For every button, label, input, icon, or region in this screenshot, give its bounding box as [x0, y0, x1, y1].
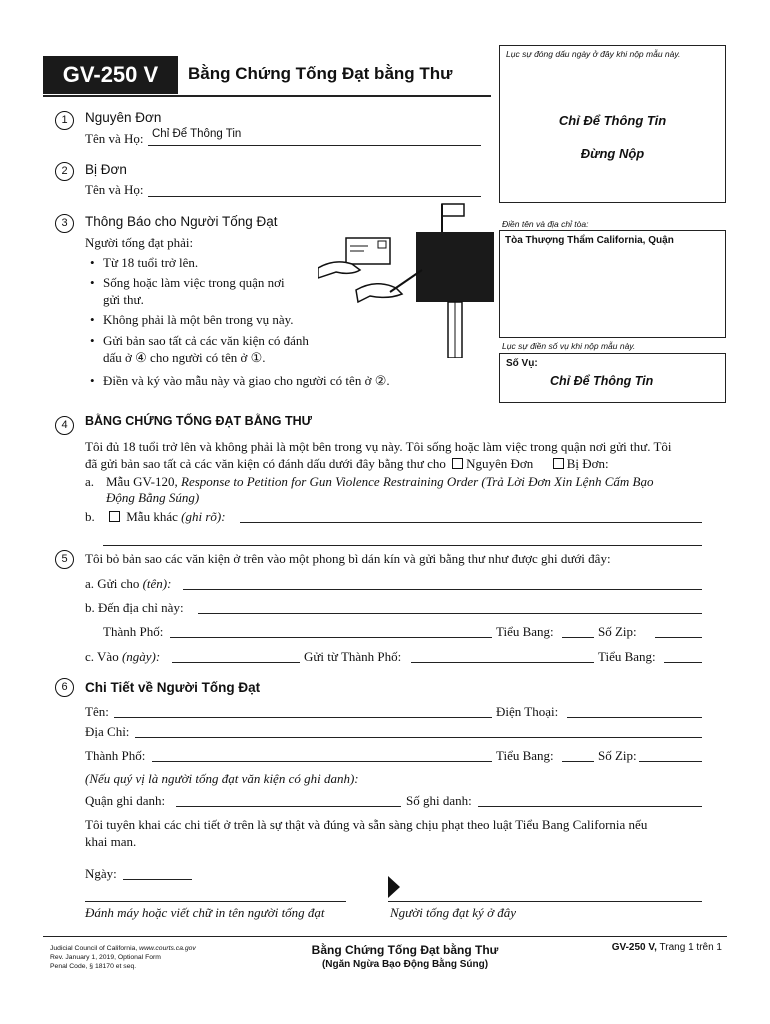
defendant-option-label: Bị Đơn: [566, 456, 609, 471]
stamp-line1: Chỉ Để Thông Tin [558, 113, 667, 128]
s5-b-label: b. Đến địa chỉ này: [85, 600, 184, 615]
s5-a-hint: (tên): [142, 576, 172, 591]
defendant-name-line[interactable] [148, 196, 481, 197]
footer-council: Judicial Council of California, [50, 945, 138, 952]
section-3-title: Thông Báo cho Người Tống Đạt [85, 214, 278, 229]
signature-caption: Người tống đạt ký ở đây [390, 905, 517, 920]
footer-right [612, 942, 722, 953]
server-name-label: Tên: [85, 704, 109, 719]
bullet: • [90, 373, 95, 388]
s5-zip-line[interactable] [655, 637, 702, 638]
registered-note: (Nếu quý vị là người tống đạt văn kiện có ghi danh): [85, 771, 359, 786]
court-value: Tòa Thượng Thẩm California, Quận [505, 235, 674, 246]
server-name-line[interactable] [114, 717, 492, 718]
server-city-line[interactable] [152, 761, 492, 762]
other-form-checkbox[interactable] [109, 511, 120, 522]
server-phone-line[interactable] [567, 717, 702, 718]
server-state-label: Tiểu Bang: [496, 748, 554, 763]
s5-a [85, 576, 171, 592]
s4-item-a [106, 474, 653, 490]
footer-subtitle: (Ngăn Ngừa Bạo Động Bằng Súng) [321, 959, 489, 970]
s5-city-label: Thành Phố: [103, 624, 164, 639]
s5-intro: Tôi bỏ bản sao các văn kiện ở trên vào một phong bì dán kín và gửi bằng thư như được ghi dưới đây: [85, 551, 611, 566]
s5-c [85, 649, 160, 665]
server-zip-line[interactable] [639, 761, 702, 762]
declaration-line2: khai man. [85, 834, 137, 849]
defendant-checkbox[interactable] [553, 458, 564, 469]
s4-item-b-hint: (ghi rõ): [181, 509, 226, 524]
bullet: • [90, 255, 95, 270]
clerk-stamp-box [499, 45, 726, 203]
date-line[interactable] [123, 879, 192, 880]
declaration-line1: Tôi tuyên khai các chi tiết ở trên là sự thật và đúng và sẵn sàng chịu phạt theo luật Tiểu Bang California nếu [85, 817, 648, 832]
section-4-title: BẰNG CHỨNG TỐNG ĐẠT BẰNG THƯ [85, 414, 312, 428]
section-6-number: 6 [55, 678, 74, 697]
s5-zip-label: Số Zip: [598, 624, 637, 639]
s5-c-label: c. Vào [85, 649, 119, 664]
case-value: Chỉ Để Thông Tin [550, 374, 654, 388]
section-1-number: 1 [55, 111, 74, 130]
s5-state2-label: Tiểu Bang: [598, 649, 656, 664]
s4-item-b-label: b. [85, 509, 95, 524]
county-line[interactable] [176, 806, 401, 807]
section-2-number: 2 [55, 162, 74, 181]
footer-form-code: GV-250 V, [611, 942, 657, 953]
requirement-2a: Sống hoặc làm việc trong quận nơi [103, 275, 285, 290]
s4-para-line2 [85, 456, 609, 472]
section-5-number: 5 [55, 550, 74, 569]
requirement-1: Từ 18 tuổi trở lên. [103, 255, 199, 270]
mail-date-line[interactable] [172, 662, 300, 663]
requirement-2b: gửi thư. [103, 292, 144, 307]
s4-item-b [106, 509, 226, 525]
bullet: • [90, 312, 95, 327]
from-city-line[interactable] [411, 662, 594, 663]
stamp-note: Lục sự đóng dấu ngày ở đây khi nộp mẫu này. [506, 49, 681, 59]
s5-state-label: Tiểu Bang: [496, 624, 554, 639]
court-note: Điền tên và địa chỉ tòa: [502, 219, 589, 229]
plaintiff-name-label: Tên và Họ: [85, 131, 144, 146]
requirement-3: Không phải là một bên trong vụ này. [103, 312, 294, 327]
requirement-4a: Gửi bản sao tất cả các văn kiện có đánh [103, 333, 309, 348]
s4-para-line1: Tôi đủ 18 tuổi trở lên và không phải là một bên trong vụ này. Tôi sống hoặc làm việc trong quận nơi gửi thư. Tôi [85, 439, 672, 454]
server-zip-label: Số Zip: [598, 748, 637, 763]
requirement-5: Điền và ký vào mẫu này và giao cho người có tên ở ②. [103, 373, 390, 388]
s4-para-line2-text: đã gửi bản sao tất cả các văn kiện có đánh dấu dưới đây bằng thư cho [85, 456, 446, 471]
server-city-label: Thành Phố: [85, 748, 146, 763]
bullet: • [90, 333, 95, 348]
defendant-name-label: Tên và Họ: [85, 182, 144, 197]
s4-item-a-code: Mẫu GV-120, [106, 474, 178, 489]
footer-title: Bằng Chứng Tống Đạt bằng Thư [311, 943, 499, 957]
other-form-line-1[interactable] [240, 522, 702, 523]
case-note: Lục sự điền số vụ khi nộp mẫu này. [502, 341, 636, 351]
server-state-line[interactable] [562, 761, 594, 762]
section-6-title: Chi Tiết về Người Tống Đạt [85, 680, 261, 695]
signature-line[interactable] [388, 901, 702, 902]
mail-address-line[interactable] [198, 613, 702, 614]
mailed-to-name-line[interactable] [183, 589, 702, 590]
from-city-label: Gửi từ Thành Phố: [304, 649, 402, 664]
s5-state-line[interactable] [562, 637, 594, 638]
section-4-number: 4 [55, 416, 74, 435]
form-code: GV-250 V [43, 56, 178, 94]
server-address-label: Địa Chỉ: [85, 724, 130, 739]
footer-page: Trang 1 trên 1 [659, 942, 722, 953]
footer-rule [43, 936, 727, 937]
footer-website: www.courts.ca.gov [139, 945, 196, 952]
s4-item-a-text1: Response to Petition for Gun Violence Restraining Order (Trả Lời Đơn Xin Lệnh Cấm Bạo [181, 474, 654, 489]
footer-revision: Rev. January 1, 2019, Optional Form [50, 954, 161, 961]
server-phone-label: Điện Thoại: [496, 704, 559, 719]
s5-a-label: a. Gửi cho [85, 576, 140, 591]
s4-item-a-label: a. [85, 474, 95, 489]
date-label: Ngày: [85, 866, 117, 881]
printed-name-line[interactable] [85, 901, 346, 902]
requirement-4b: dấu ở ④ cho người có tên ở ①. [103, 350, 266, 365]
s5-c-hint: (ngày): [121, 649, 161, 664]
plaintiff-name-value[interactable]: Chỉ Để Thông Tin [152, 128, 242, 140]
footer-left [50, 944, 196, 971]
plaintiff-checkbox[interactable] [452, 458, 463, 469]
s5-state2-line[interactable] [664, 662, 702, 663]
form-title: Bằng Chứng Tống Đạt bằng Thư [188, 64, 453, 83]
other-form-line-2[interactable] [103, 545, 702, 546]
plaintiff-option-label: Nguyên Đơn [466, 456, 534, 471]
header-rule [43, 95, 491, 97]
server-address-line[interactable] [135, 737, 702, 738]
s4-item-a-text2: Động Bằng Súng) [106, 490, 200, 505]
stamp-line2: Đừng Nộp [580, 146, 645, 161]
bullet: • [90, 275, 95, 290]
county-label: Quận ghi danh: [85, 793, 166, 808]
sign-here-arrow-icon [388, 876, 400, 898]
server-requirements-intro: Người tống đạt phải: [85, 235, 194, 250]
court-box [499, 230, 726, 338]
mailbox-illustration [318, 198, 494, 358]
reg-no-line[interactable] [478, 806, 702, 807]
s5-city-line[interactable] [170, 637, 492, 638]
reg-no-label: Số ghi danh: [406, 793, 472, 808]
printed-name-caption: Đánh máy hoặc viết chữ in tên người tống đạt [85, 905, 325, 920]
plaintiff-name-line [148, 145, 481, 146]
footer-penal-code: Penal Code, § 18170 et seq. [50, 963, 137, 970]
case-label: Số Vụ: [506, 358, 538, 369]
s4-item-b-text: Mẫu khác [126, 509, 178, 524]
section-3-number: 3 [55, 214, 74, 233]
section-2-title: Bị Đơn [85, 162, 127, 177]
section-1-title: Nguyên Đơn [85, 110, 162, 125]
case-box [499, 353, 726, 403]
